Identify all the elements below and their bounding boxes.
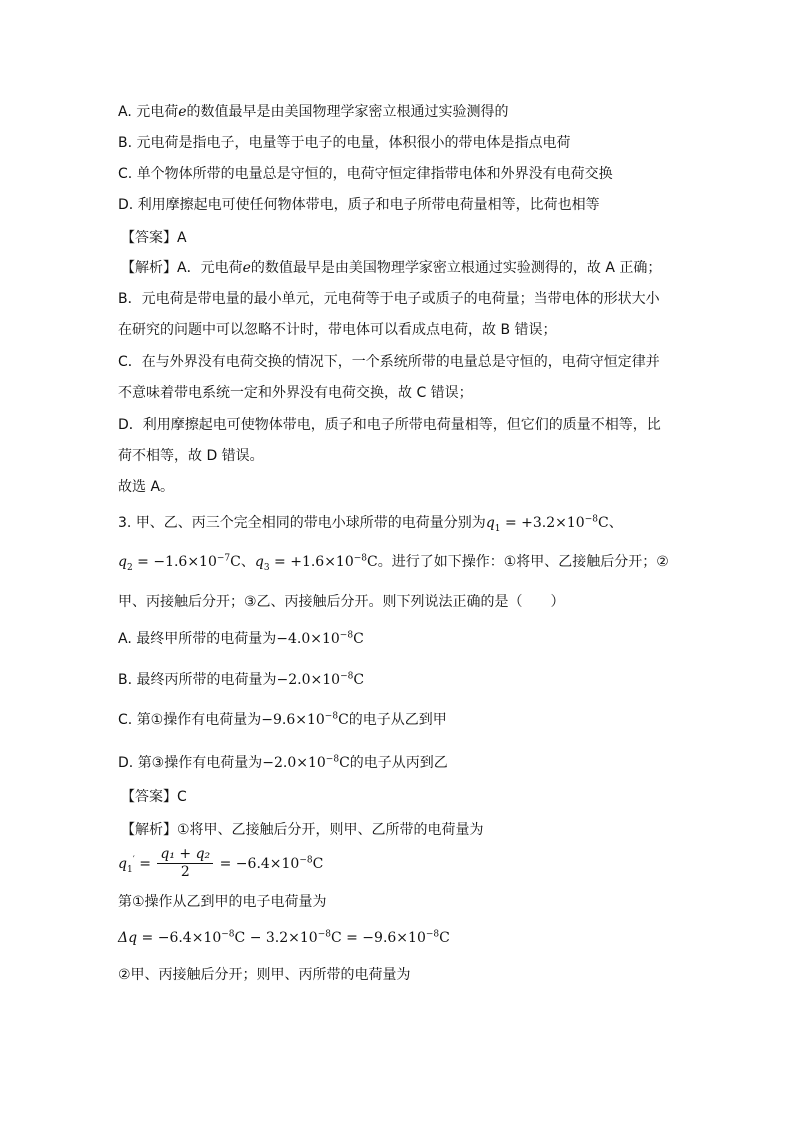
fraction: $\frac{\text{q₁ + q₂}}{2}$: [157, 846, 213, 881]
question-number: 3.: [118, 515, 132, 531]
analysis-b-2: 在研究的问题中可以忽略不计时，带电体可以看成点电荷，故 B 错误；: [118, 322, 557, 338]
analysis-text: 的数值最早是由美国物理学家密立根通过实验测得的，故 A 正确；: [250, 260, 662, 276]
question-3-stem-line3: 甲、丙接触后分开；③乙、丙接触后分开。则下列说法正确的是（ ）: [118, 594, 565, 610]
question-3-stem-line2: [118, 553, 669, 571]
answer-q3: 【答案】C: [121, 789, 187, 805]
symbol-e: e: [242, 260, 251, 276]
option-text: 第①操作有电荷量为: [136, 712, 262, 728]
analysis-conclusion: 故选 A。: [118, 479, 175, 495]
analysis-step1: [121, 821, 484, 839]
separator: 、: [240, 554, 255, 570]
option-a: [118, 103, 509, 121]
formula-q1-prime: $q_1'$ = $\frac{\text{q₁ + q₂}}{2}$ = $-6.4\times 10^{-8}C$: [118, 846, 324, 880]
option-text: 的电子从丙到乙: [349, 755, 448, 771]
analysis-a: [121, 259, 661, 277]
stem-text: 。进行了如下操作：①将甲、乙接触后分开；②: [377, 554, 669, 570]
analysis-step3: ②甲、丙接触后分开；则甲、丙所带的电荷量为: [118, 967, 411, 983]
charge-q2: $q_2 = -1.6\times 10^{-7}C$: [118, 553, 241, 573]
analysis-d-1: D．利用摩擦起电可使物体带电，质子和电子所带电荷量相等，但它们的质量不相等，比: [118, 417, 661, 433]
option-text: 利用摩擦起电可使任何物体带电，质子和电子所带电荷量相等，比荷也相等: [137, 197, 600, 213]
option-value: $-2.0\times 10^{-8}C$: [262, 754, 350, 771]
option-c: [118, 711, 447, 729]
option-letter: C.: [118, 712, 133, 728]
option-text: 最终甲所带的电荷量为: [136, 631, 277, 647]
symbol-e: e: [178, 104, 187, 120]
option-d: [118, 196, 600, 214]
option-a: [118, 630, 364, 648]
analysis-step2: 第①操作从乙到甲的电子电荷量为: [118, 894, 327, 910]
charge-q3: $q_3 = +1.6\times 10^{-8}C$: [254, 553, 378, 573]
separator: 、: [608, 515, 623, 531]
analysis-b-1: B．元电荷是带电量的最小单元，元电荷等于电子或质子的电荷量；当带电体的形状大小: [118, 291, 660, 307]
option-letter: A.: [118, 104, 132, 120]
option-letter: D.: [118, 755, 134, 771]
analysis-text: ①将甲、乙接触后分开，则甲、乙所带的电荷量为: [177, 822, 484, 838]
option-d: [118, 754, 448, 772]
option-c: [118, 165, 613, 183]
option-value: $-4.0\times 10^{-8}C$: [276, 630, 364, 647]
option-text: 最终丙所带的电荷量为: [136, 672, 277, 688]
option-text: 第③操作有电荷量为: [137, 755, 263, 771]
option-b: [118, 134, 571, 152]
analysis-text: A．元电荷: [177, 260, 243, 276]
stem-text: 甲、乙、丙三个完全相同的带电小球所带的电荷量分别为: [135, 515, 486, 531]
option-letter: A.: [118, 631, 132, 647]
option-letter: B.: [118, 672, 133, 688]
charge-q1: $q_1 = +3.2\times 10^{-8}C$: [485, 514, 609, 534]
option-b: [118, 671, 364, 689]
option-value: $-9.6\times 10^{-8}C$: [261, 711, 349, 728]
option-text: 的电子从乙到甲: [348, 712, 447, 728]
option-text: 的数值最早是由美国物理学家密立根通过实验测得的: [186, 104, 509, 120]
analysis-label: 【解析】: [121, 260, 177, 276]
question-3-stem-line1: [118, 514, 623, 532]
option-text: 元电荷: [136, 104, 179, 120]
option-letter: C.: [118, 166, 133, 182]
option-value: $-2.0\times 10^{-8}C$: [276, 671, 365, 688]
answer-q2: 【答案】A: [121, 230, 187, 246]
analysis-c-1: C．在与外界没有电荷交换的情况下，一个系统所带的电量总是守恒的，电荷守恒定律并: [118, 354, 660, 370]
option-letter: B.: [118, 135, 133, 151]
option-text: 单个物体所带的电量总是守恒的，电荷守恒定律指带电体和外界没有电荷交换: [136, 166, 613, 182]
option-letter: D.: [118, 197, 134, 213]
analysis-c-2: 不意味着带电系统一定和外界没有电荷交换，故 C 错误；: [118, 385, 473, 401]
analysis-d-2: 荷不相等，故 D 错误。: [118, 448, 264, 464]
option-text: 元电荷是指电子，电量等于电子的电量，体积很小的带电体是指点电荷: [136, 135, 571, 151]
analysis-label: 【解析】: [121, 822, 177, 838]
formula-delta-q: $\Delta q = -6.4\times 10^{-8}C - 3.2\times 10^{-8}C = -9.6\times 10^{-8}C$: [118, 929, 450, 946]
